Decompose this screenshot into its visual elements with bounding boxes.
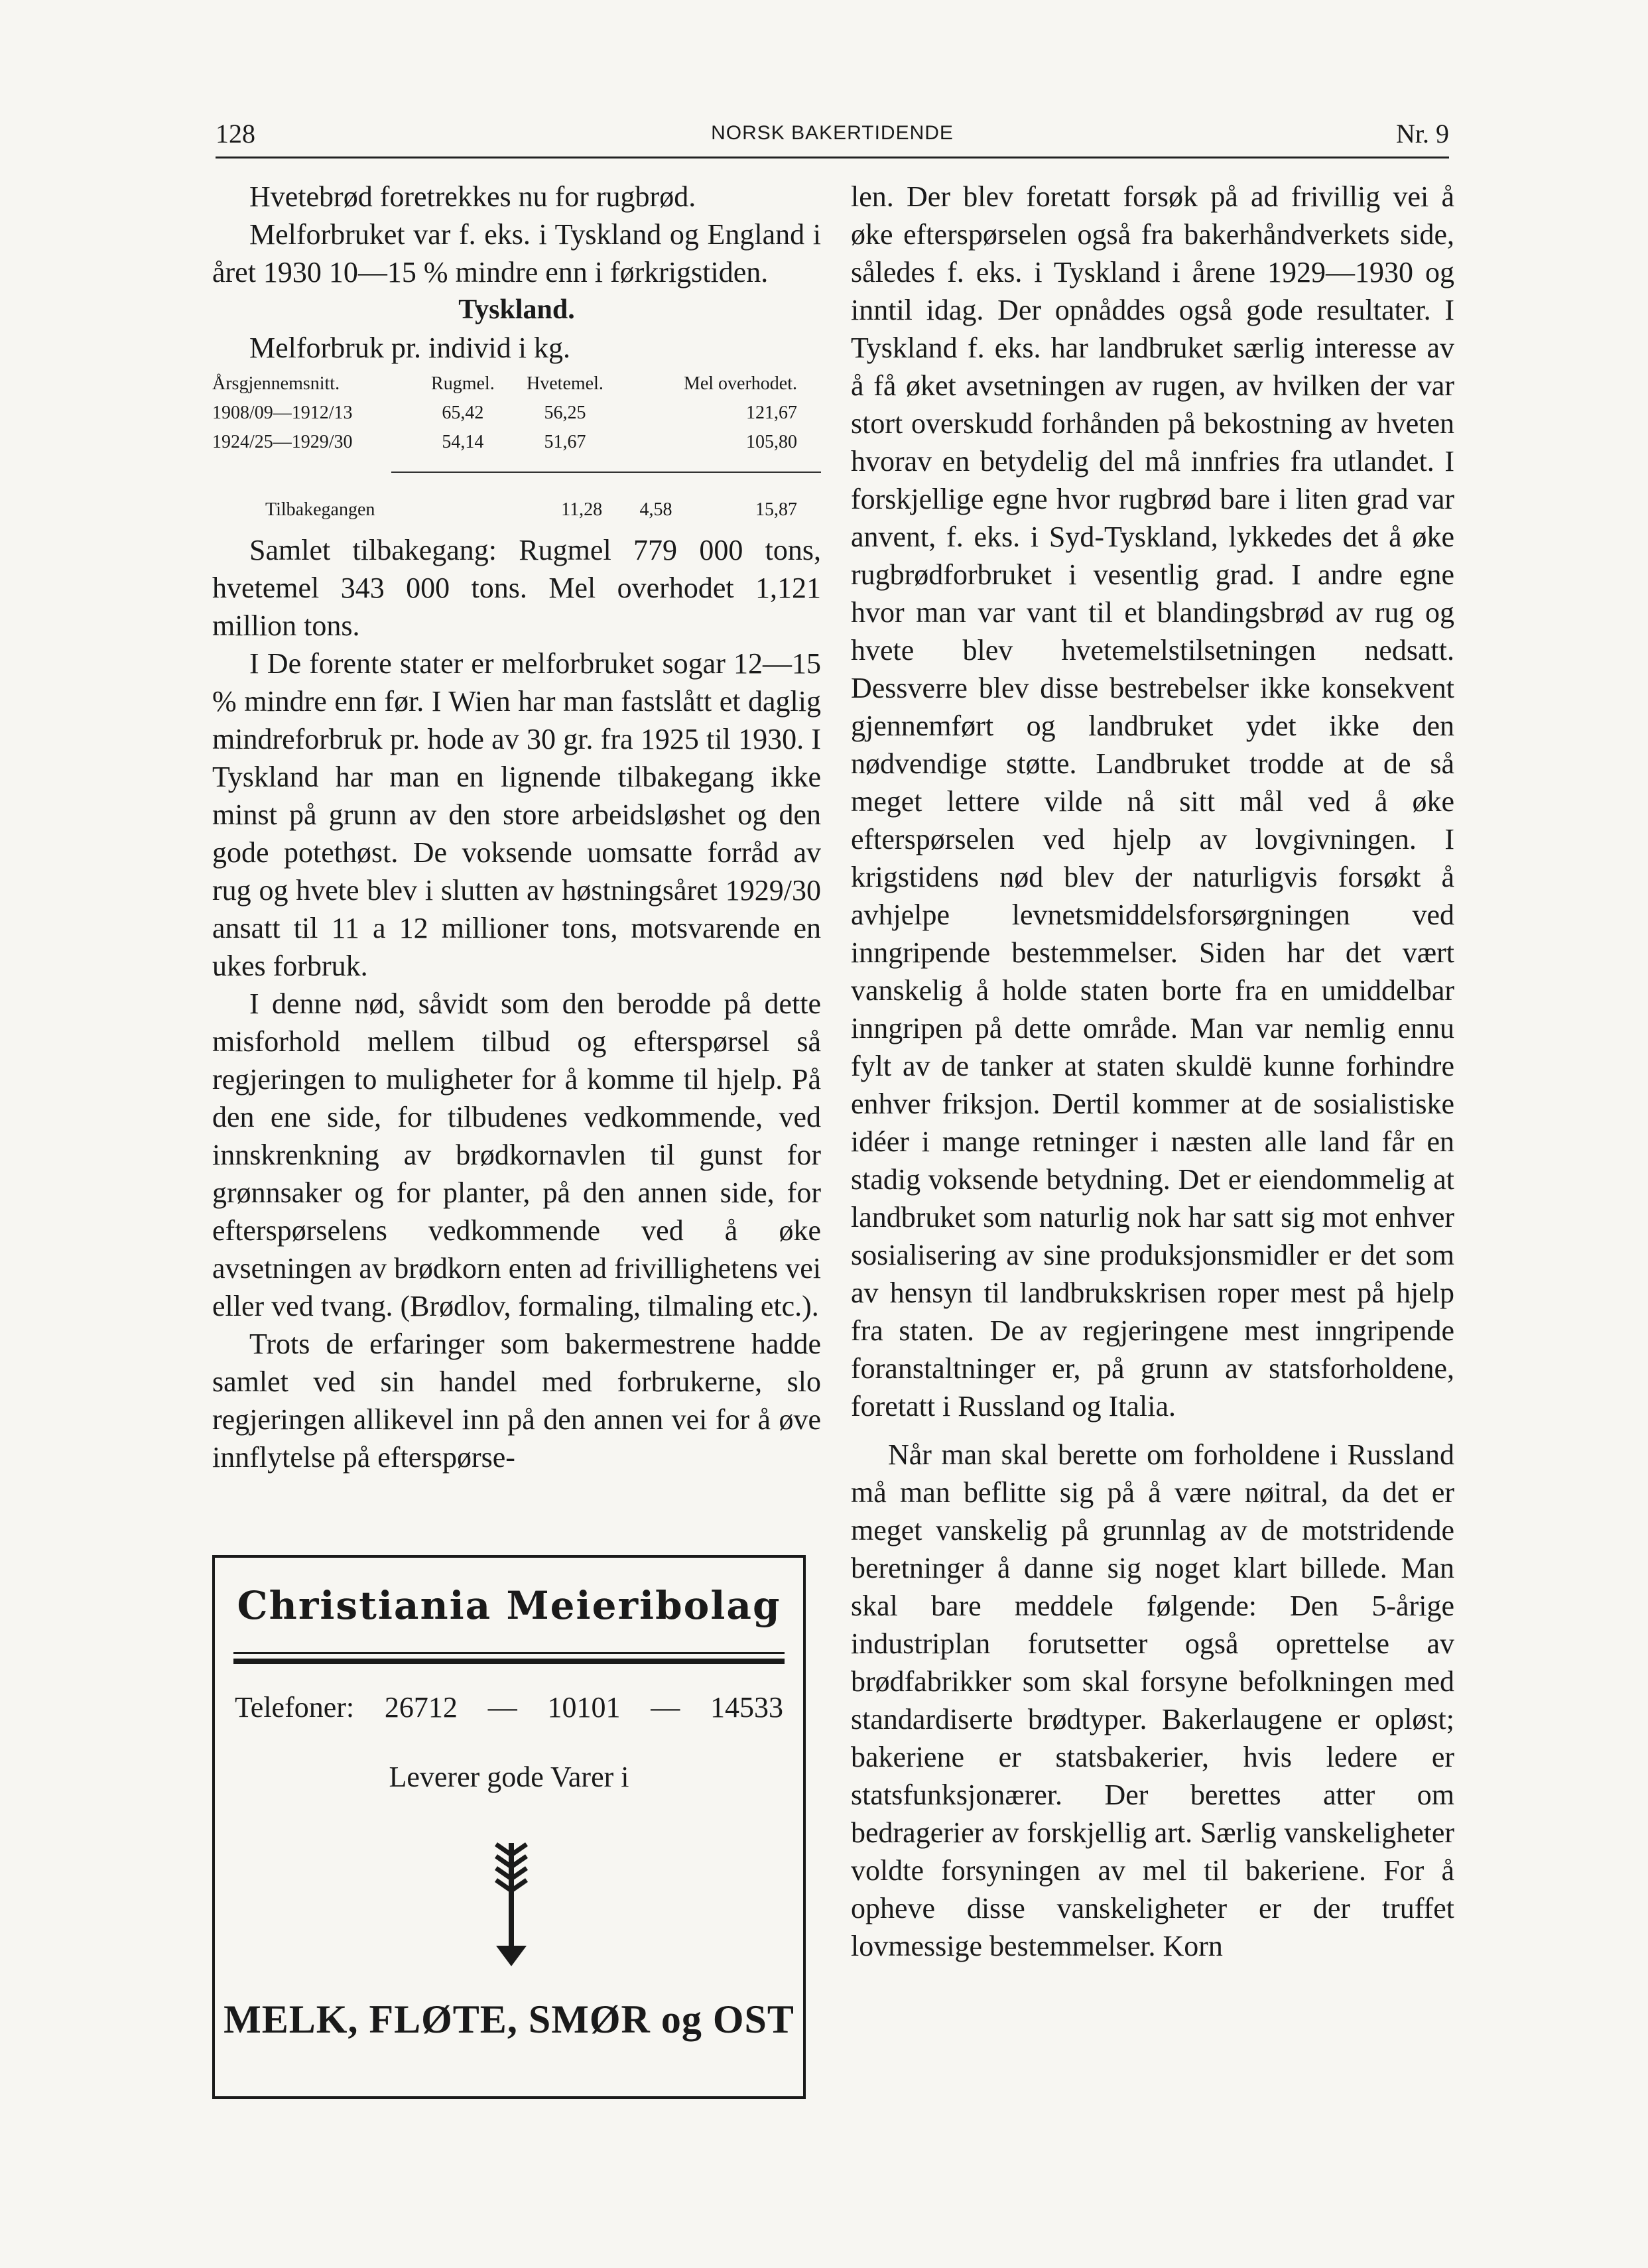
table-cell: Tilbakegangen <box>265 499 375 520</box>
table-row <box>212 428 821 457</box>
consumption-table-total <box>212 475 821 525</box>
table-subheading: Melforbruk pr. individ i kg. <box>249 332 570 364</box>
table-cell: 65,42 <box>442 403 484 423</box>
ad-phone-line <box>235 1690 783 1724</box>
table-heading: Tyskland. <box>458 294 575 325</box>
paragraph: Melforbruket var f. eks. i Tyskland og England i året 1930 10—15 % mindre enn i førkrigstiden. <box>212 218 821 288</box>
table-cell: 56,25 <box>544 403 586 423</box>
table-cell: 54,14 <box>442 432 484 452</box>
running-head <box>216 118 1449 151</box>
table-sum-rule <box>391 472 821 473</box>
column-header: Rugmel. <box>431 373 495 394</box>
paragraph: Når man skal berette om forholdene i Russland må man beflitte sig på å være nøitral, da det er meget vanskelig på grunnlag av de motstridende beretninger å danne sig noget klart billede. Man skal bare meddele følgende: Den 5-årige industriplan forutsetter også oprettelse av brødfabrikker som skal forsyne befolkningen med standardiserte brødtyper. Bakerlaugene er opløst; bakeriene er statsbakerier, hvis ledere er statsfunksjonærer. Der berettes atter om bedragerier av forskjellig art. Særlig vanskeligheter voldte forsyningen av mel til bakeriene. For å opheve disse vanskeligheter er der truffet lovmessige bestemmelser. Korn <box>851 1438 1454 1962</box>
paragraph: len. Der blev foretatt forsøk på ad frivillig vei å øke efterspørselen også fra bakerhåndverkets side, således f. eks. i Tyskland i årene 1929—1930 og inntil idag. Der opnåddes også gode resultater. I Tyskland f. eks. har landbruket særlig interesse av å få øket avsetningen av rugen, av hvilken der var stort overskudd forhånden på bekostning av hveten hvorav en betydelig del må innfries fra utlandet. I forskjellige egne hvor rugbrød bare i liten grad var anvent, f. eks. i Syd-Tyskland, lykkedes det å øke rugbrødforbruket i vesentlig grad. I andre egne hvor man var vant til et blandingsbrød av rug og hvete blev hvetemelstilsetningen nedsatt. Dessverre blev disse bestrebelser ikke konsekvent gjennemført og landbruket ydet ikke den nødvendige støtte. Landbruket trodde at de så meget lettere vilde nå sitt mål ved å øke efterspørselen ved hjelp av lovgivningen. I krigstidens nød blev der naturligvis forsøkt å avhjelpe levnetsmiddelsforsørgningen ved inngripende bestemmelser. Siden har det vært vanskelig å holde staten borte fra en umiddelbar inngripen på dette område. Man var nemlig ennu fylt av de tanker at staten skuldë kunne forhindre enhver friksjon. Dertil kommer at de sosialistiske idéer i mange retninger i næsten alle land får en stadig voksende betydning. Det er eiendommelig at landbruket som naturlig nok har satt sig mot enhver sosialisering av sine produksjonsmidler er det som av hensyn til landbrukskrisen roper mest på hjelp fra staten. De av regjeringene mest inngripende foranstaltninger er, på grunn av statsforholdene, foretatt i Russland og Italia. <box>851 180 1454 1422</box>
ad-phone-number: 26712 <box>384 1691 458 1724</box>
table-cell: 1924/25—1929/30 <box>212 432 353 452</box>
table-header-row <box>212 369 821 399</box>
page-number: 128 <box>216 119 255 149</box>
ad-dash: — <box>651 1691 680 1724</box>
left-column <box>212 178 821 1476</box>
ad-phone-number: 10101 <box>547 1691 621 1724</box>
ad-dash: — <box>487 1691 517 1724</box>
ad-products: MELK, FLØTE, SMØR og OST <box>223 1997 794 2041</box>
table-cell: 15,87 <box>755 499 797 520</box>
table-total-row <box>212 475 821 525</box>
table-cell: 121,67 <box>746 403 797 423</box>
table-cell: 105,80 <box>746 432 797 452</box>
ad-rule <box>233 1659 785 1664</box>
journal-title: NORSK BAKERTIDENDE <box>711 122 954 144</box>
ad-phone-number: 14533 <box>710 1691 783 1724</box>
header-rule <box>216 157 1449 158</box>
column-header: Årsgjennemsnitt. <box>212 373 340 394</box>
table-cell: 4,58 <box>639 499 672 520</box>
table-row <box>212 399 821 428</box>
ad-rule <box>233 1652 785 1654</box>
issue-number: Nr. 9 <box>1396 119 1449 149</box>
arrow-emblem-icon <box>481 1836 541 1969</box>
column-header: Hvetemel. <box>527 373 603 394</box>
column-header: Mel overhodet. <box>683 373 797 394</box>
ad-tagline: Leverer gode Varer i <box>389 1761 629 1793</box>
table-cell: 11,28 <box>561 499 603 520</box>
paragraph: Trots de erfaringer som bakermestrene hadde samlet ved sin handel med forbrukerne, slo regjeringen allikevel inn på den annen vei for å øve innflytelse på efterspørse- <box>212 1328 821 1474</box>
consumption-table <box>212 369 821 457</box>
paragraph: I denne nød, såvidt som den berodde på dette misforhold mellem tilbud og efterspørsel så regjeringen to muligheter for å komme til hjelp. På den ene side, for tilbudenes vedkommende, ved innskrenkning av brødkornavlen til gunst for grønnsaker og for planter, på den annen side, for efterspørselens vedkommende ved å øke avsetningen av brødkorn enten ad frivillighetens vei eller ved tvang. (Brødlov, formaling, tilmaling etc.). <box>212 987 821 1322</box>
paragraph: Hvetebrød foretrekkes nu for rugbrød. <box>249 180 696 213</box>
table-cell: 1908/09—1912/13 <box>212 403 353 423</box>
right-column <box>851 178 1454 1965</box>
advertisement-box <box>212 1555 806 2099</box>
paragraph: I De forente stater er melforbruket sogar 12—15 % mindre enn før. I Wien har man fastslått et daglig mindreforbruk pr. hode av 30 gr. fra 1925 til 1930. I Tyskland har man en lignende tilbakegang ikke minst på grunn av den store arbeidsløshet og den gode potethøst. De voksende uomsatte forråd av rug og hvete blev i slutten av høstningsåret 1929/30 ansatt til 11 a 12 millioner tons, motsvarende en ukes forbruk. <box>212 647 821 982</box>
ad-phones-label: Telefoner: <box>235 1691 355 1724</box>
table-cell: 51,67 <box>544 432 586 452</box>
paragraph: Samlet tilbakegang: Rugmel 779 000 tons, hvetemel 343 000 tons. Mel overhodet 1,121 million tons. <box>212 534 821 642</box>
ad-company-name: Christiania Meieribolag <box>237 1583 781 1628</box>
